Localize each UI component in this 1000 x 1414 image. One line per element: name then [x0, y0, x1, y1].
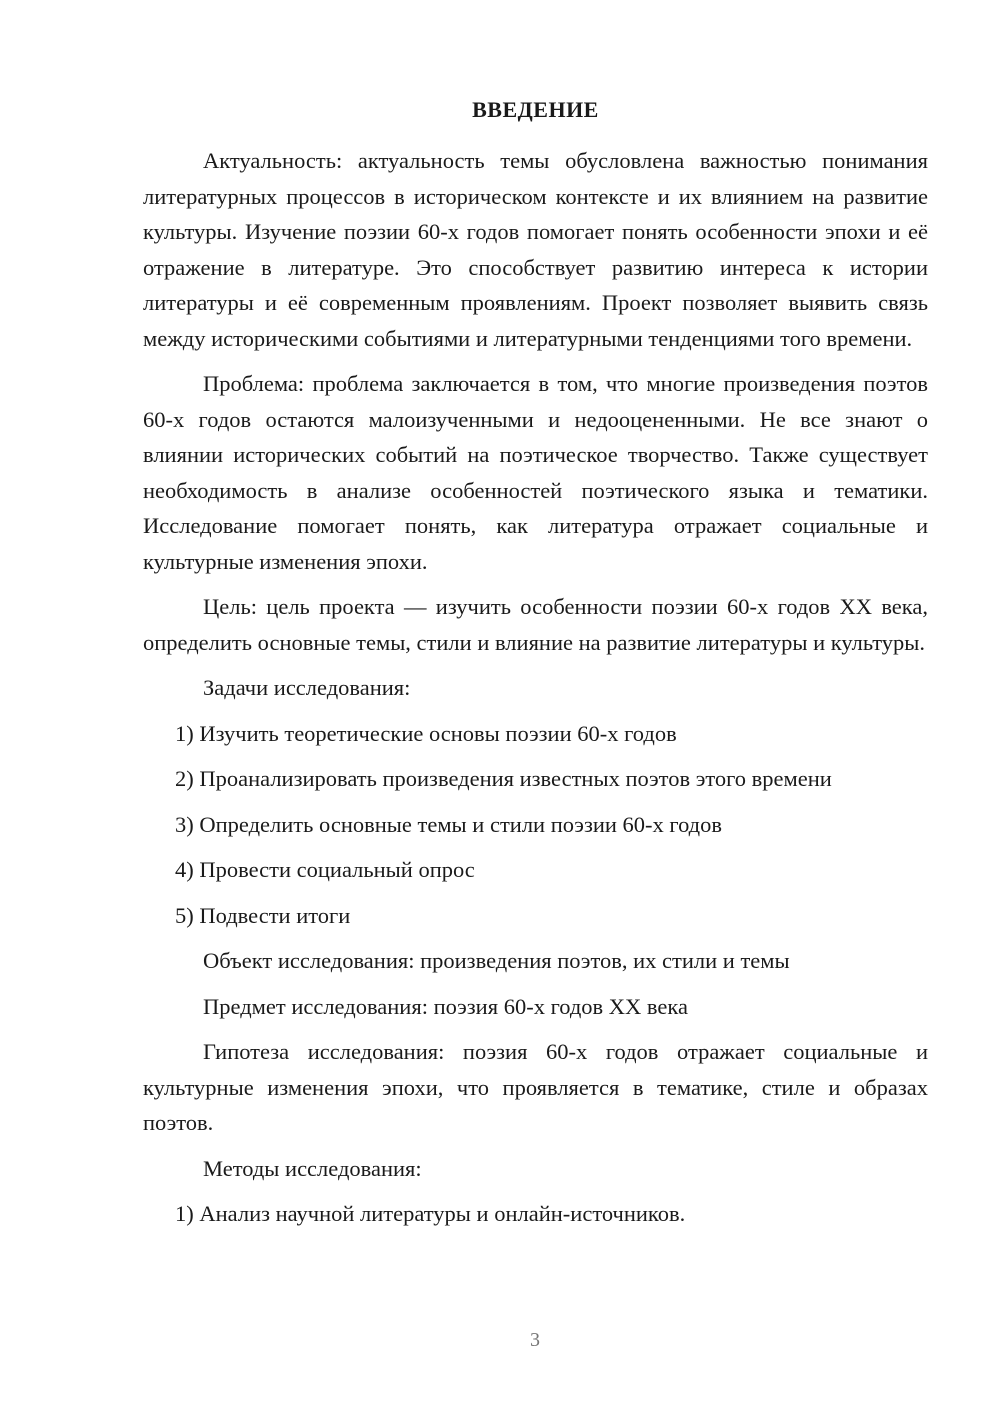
page-number: 3: [530, 1329, 540, 1351]
task-item-1: 1) Изучить теоретические основы поэзии 60-х годов: [175, 720, 677, 746]
methods-heading: Методы исследования:: [203, 1155, 422, 1181]
research-subject: Предмет исследования: поэзия 60-х годов XX века: [203, 993, 688, 1019]
task-item-2: 2) Проанализировать произведения известных поэтов этого времени: [175, 766, 832, 791]
task-item-4: 4) Провести социальный опрос: [175, 857, 475, 882]
relevance-paragraph: Актуальность: актуальность темы обусловлена важностью понимания литературных процессов в историческом контексте и их влиянием на развитие культуры. Изучение поэзии 60-х годов помогает понять особенности эпохи и её отражение в литературе. Это способствует развитию интереса к истории литературы и её современным проявлениям. Проект позволяет выявить связь между историческими событиями и литературными тенденциями того времени.: [143, 148, 928, 351]
method-item-1: 1) Анализ научной литературы и онлайн-источников.: [175, 1201, 686, 1226]
goal-paragraph: Цель: цель проекта — изучить особенности поэзии 60-х годов XX века, определить основные темы, стили и влияние на развитие литературы и культуры.: [143, 594, 928, 655]
document-page: [143, 95, 928, 1242]
hypothesis-paragraph: Гипотеза исследования: поэзия 60-х годов отражает социальные и культурные изменения эпохи, что проявляется в тематике, стиле и образах поэтов.: [143, 1039, 928, 1135]
research-object: Объект исследования: произведения поэтов, их стили и темы: [203, 948, 790, 973]
section-title: ВВЕДЕНИЕ: [472, 97, 599, 122]
task-item-5: 5) Подвести итоги: [175, 902, 351, 928]
task-item-3: 3) Определить основные темы и стили поэзии 60-х годов: [175, 811, 722, 837]
tasks-heading: Задачи исследования:: [203, 675, 411, 700]
problem-paragraph: Проблема: проблема заключается в том, что многие произведения поэтов 60-х годов остаются малоизученными и недооцененными. Не все знают о влиянии исторических событий на поэтическое творчество. Также существует необходимость в анализе особенностей поэтического языка и тематики. Исследование помогает понять, как литература отражает социальные и культурные изменения эпохи.: [143, 371, 928, 574]
